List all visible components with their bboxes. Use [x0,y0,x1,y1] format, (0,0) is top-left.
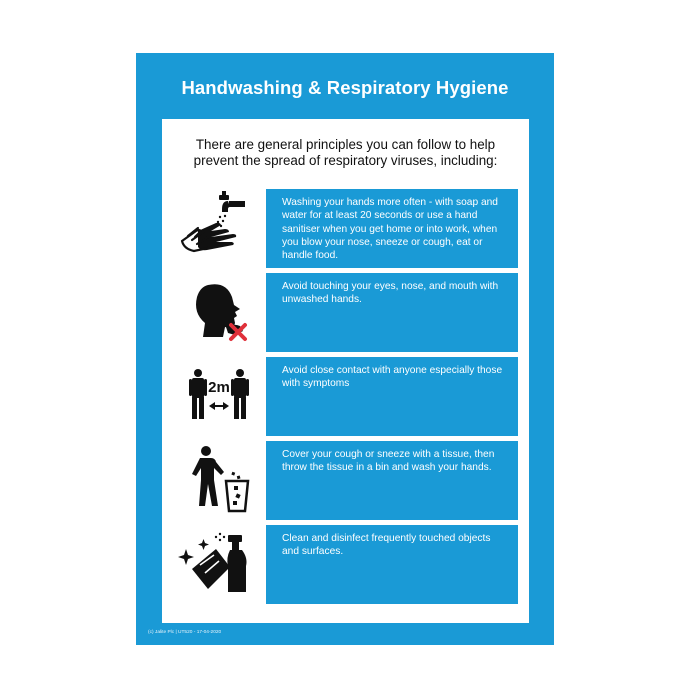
hygiene-sign [136,53,554,645]
guideline-text-cleaning: Clean and disinfect frequently touched objects and surfaces. [266,525,518,604]
intro-text: There are general principles you can follow to help prevent the spread of respiratory viruses, including: [193,137,498,168]
content-panel [162,119,529,623]
cleaning-spray-icon [176,525,260,604]
tissue-bin-icon [176,441,260,520]
guideline-text-tissue: Cover your cough or sneeze with a tissue, then throw the tissue in a bin and wash your hands. [266,441,518,520]
guideline-row-face [162,273,529,352]
footer-credit: (c) Jalite Plc | UT520 - 17-04-2020 [148,630,222,635]
guideline-row-tissue [162,441,529,520]
guideline-row-distance [162,357,529,436]
handwashing-icon [176,189,260,268]
social-distance-icon [176,357,260,436]
sign-title: Handwashing & Respiratory Hygiene [181,77,509,98]
guideline-text-face: Avoid touching your eyes, nose, and mouth with unwashed hands. [266,273,518,352]
guideline-text-handwashing: Washing your hands more often - with soap and water for at least 20 seconds or use a hand sanitiser when you get home or into work, when you blow your nose, sneeze or cough, eat or handle food. [266,189,518,268]
guideline-text-distance: Avoid close contact with anyone especially those with symptoms [266,357,518,436]
guideline-row-cleaning [162,525,529,604]
guideline-row-handwashing [162,189,529,268]
no-face-touching-icon [176,273,260,352]
distance-label: 2m [208,379,230,396]
